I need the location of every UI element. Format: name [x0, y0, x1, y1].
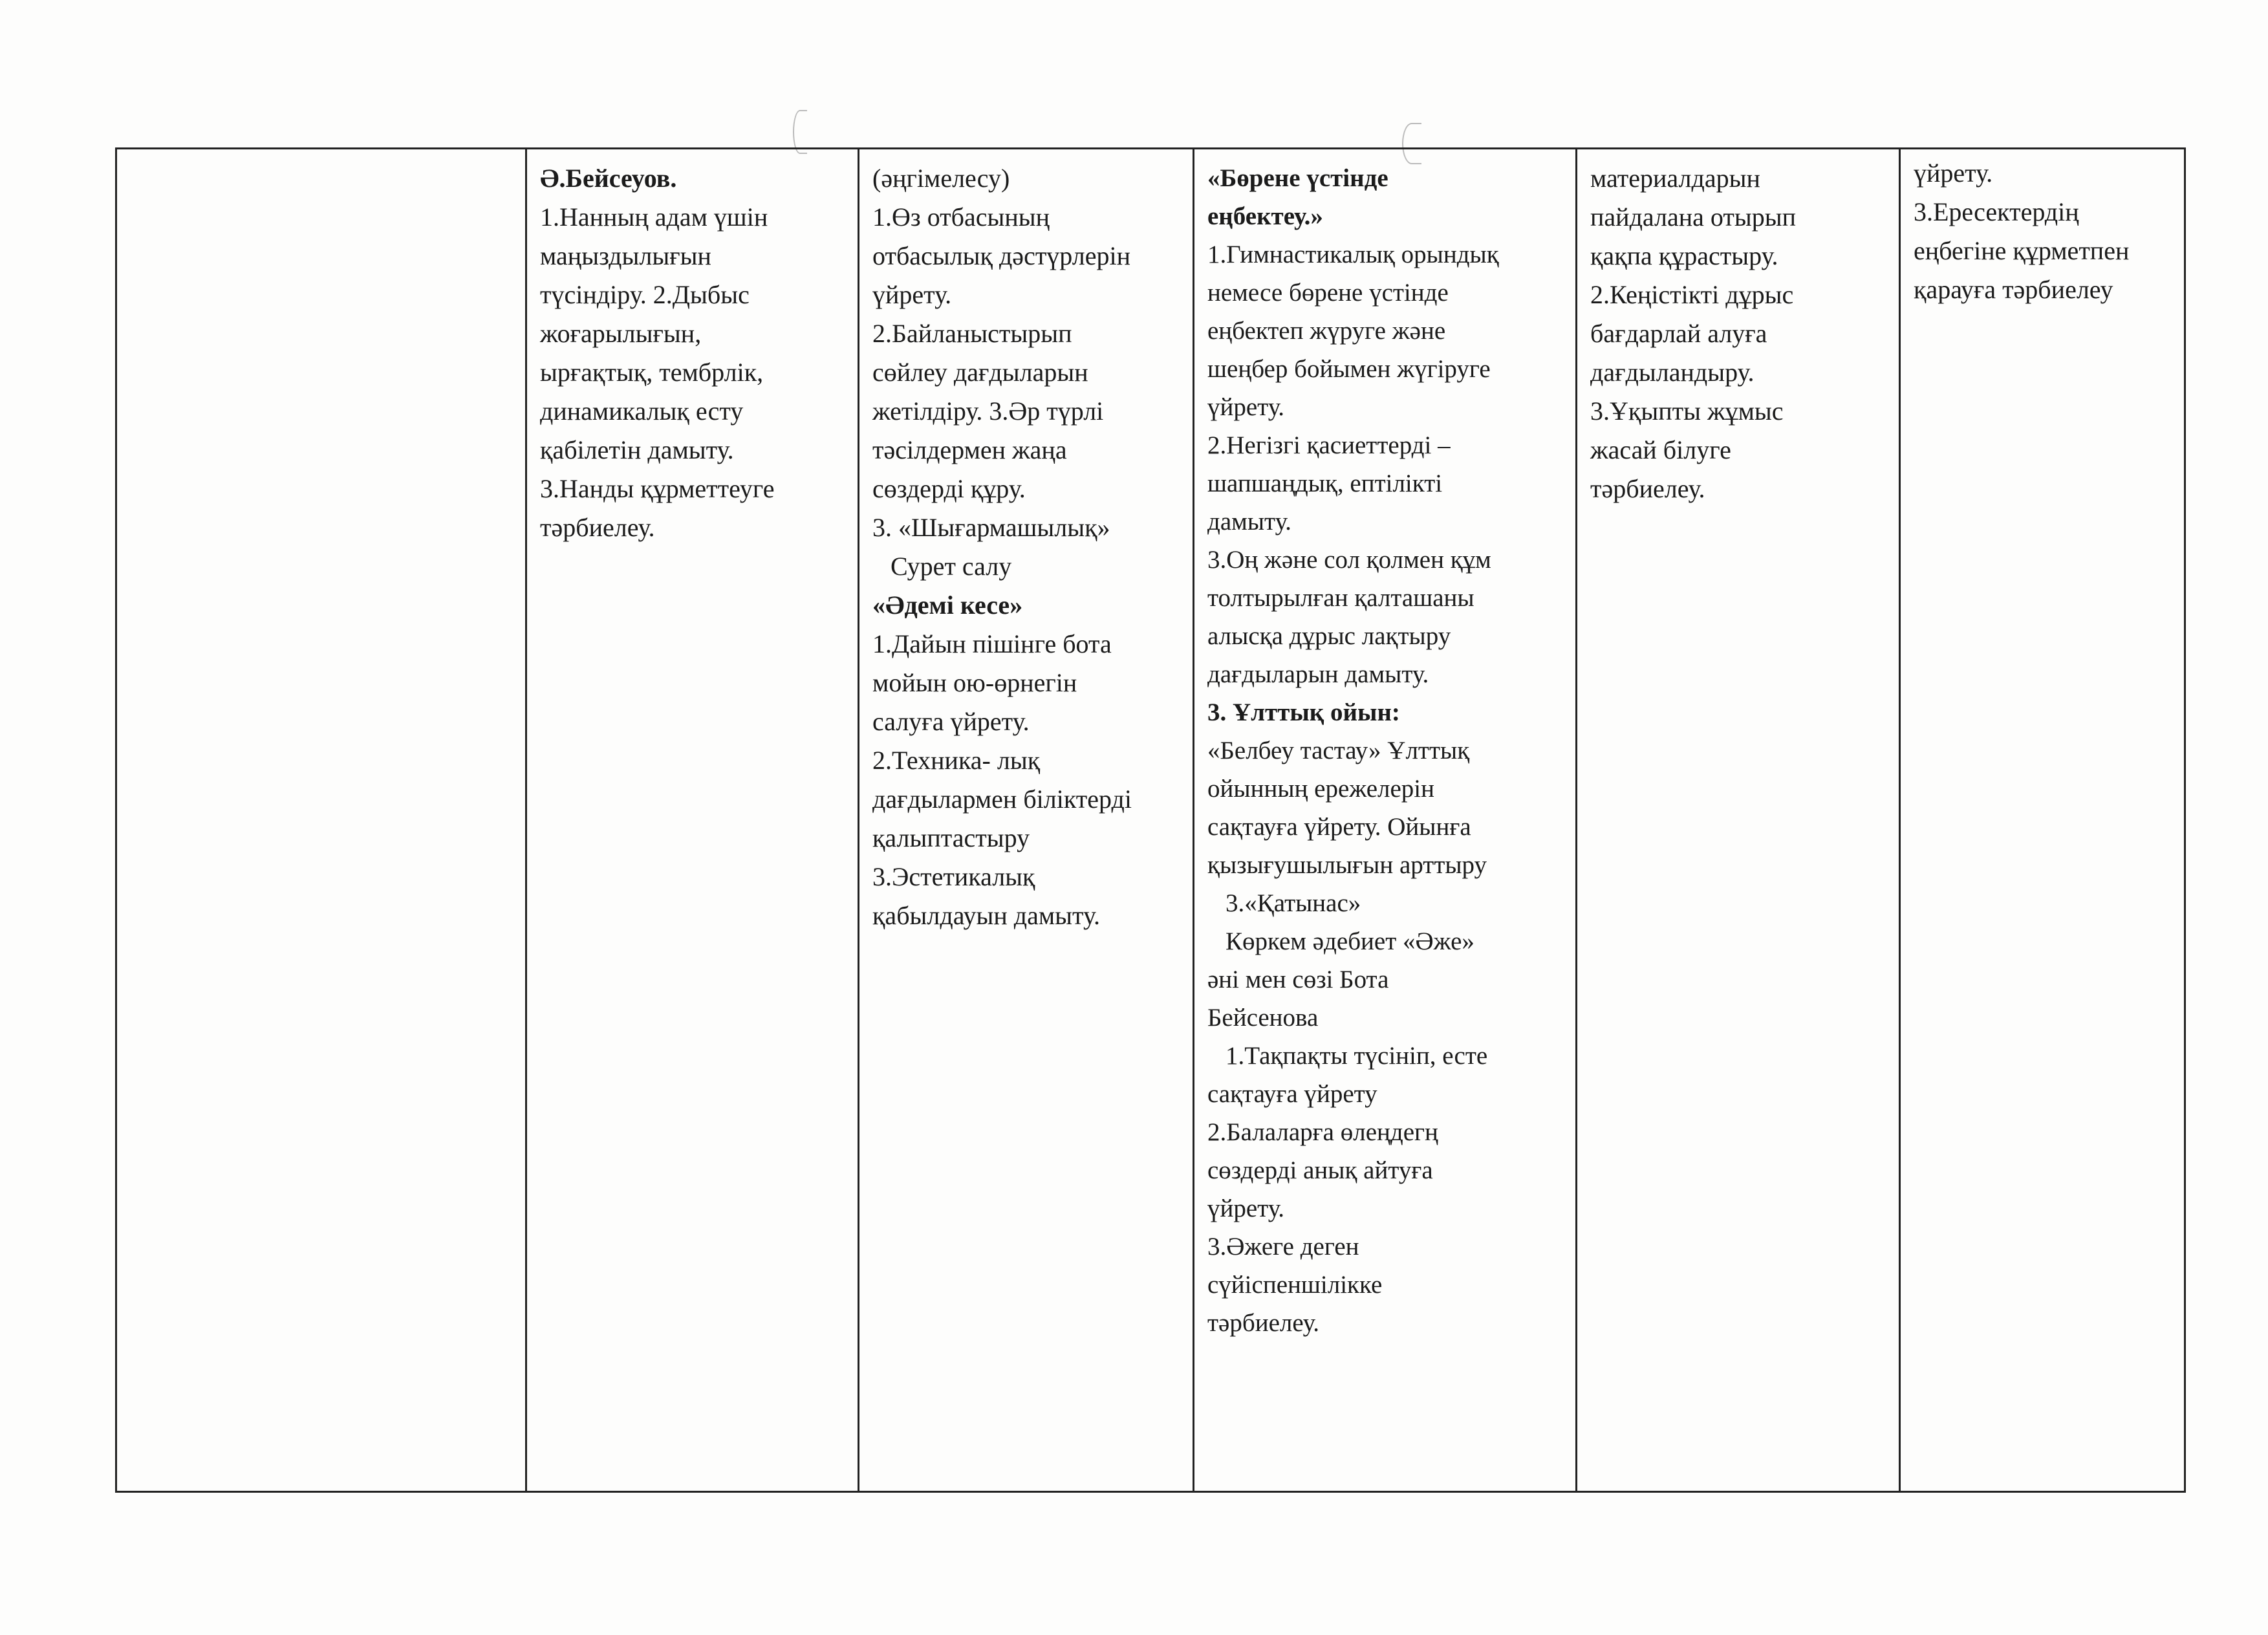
cell-text-line: сақтауға үйрету: [1207, 1080, 1377, 1108]
cell-text-line: қалыптастыру: [872, 823, 1030, 852]
cell-text-line: 2.Балаларға өлеңдегң: [1207, 1118, 1438, 1146]
cell-text-line: 3.Ұқыпты жұмыс: [1590, 396, 1784, 426]
cell-text-line: материалдарын: [1590, 164, 1760, 193]
cell-text-line: 1.Өз отбасының: [872, 202, 1050, 232]
cell-text-line: «Әдемі кесе»: [872, 590, 1023, 620]
cell-text-line: 1.Гимнастикалық орындық: [1207, 241, 1499, 268]
cell-text-line: 2.Байланыстырып: [872, 319, 1072, 348]
cell-text-line: 2.Техника- лық: [872, 746, 1041, 775]
cell-text-line: үйрету.: [1207, 1195, 1285, 1222]
cell-text-line: 3.Нанды құрметтеуге: [540, 474, 775, 503]
cell-text-line: 3. Ұлттық ойын:: [1207, 698, 1400, 726]
cell-text-line: 1.Нанның адам үшін: [540, 202, 768, 232]
cell-text-line: пайдалана отырып: [1590, 202, 1797, 232]
cell-text-line: сөздерді анық айтуға: [1207, 1156, 1433, 1184]
cell-text-line: қабілетін дамыту.: [540, 435, 734, 464]
table-cell-construction: [1575, 147, 1899, 1493]
table-cell-respect-adults: [1899, 147, 2186, 1493]
cell-text-line: 3.Әжеге деген: [1207, 1233, 1359, 1261]
cell-text-line: жоғарылығын,: [540, 319, 702, 348]
cell-text-line: еңбектеп жүруге және: [1207, 317, 1446, 345]
cell-text-line: алысқа дұрыс лақтыру: [1207, 622, 1451, 650]
cell-text-line: тәрбиелеу.: [540, 513, 655, 542]
table-cell-physical-activity: [1193, 147, 1575, 1493]
cell-text-line: тәрбиелеу.: [1207, 1309, 1320, 1337]
cell-text-line: шапшаңдық, ептілікті: [1207, 470, 1443, 497]
cell-text-line: дағдылармен біліктерді: [872, 785, 1132, 814]
cell-text-line: үйрету.: [1207, 393, 1285, 421]
cell-text-line: 2.Кеңістікті дұрыс: [1590, 280, 1794, 309]
cell-text-line: үйрету.: [1914, 158, 1993, 188]
cell-text-line: Сурет салу: [891, 552, 1012, 581]
cell-text-line: «Белбеу тастау» Ұлттық: [1207, 737, 1470, 764]
cell-text-line: сөйлеу дағдыларын: [872, 358, 1088, 387]
cell-text-line: жетілдіру. 3.Әр түрлі: [872, 396, 1104, 426]
cell-text-line: динамикалық есту: [540, 396, 744, 426]
table-cell-bread-lesson: [525, 147, 858, 1493]
cell-text-line: отбасылық дәстүрлерін: [872, 241, 1131, 270]
cell-text-line: Көркем әдебиет «Әже»: [1226, 927, 1474, 955]
cell-text-line: немесе бөрене үстінде: [1207, 279, 1449, 307]
cell-text-line: сүйіспеншілікке: [1207, 1271, 1383, 1299]
cell-text-line: сақтауға үйрету. Ойынға: [1207, 813, 1471, 841]
cell-text-line: еңбегіне құрметпен: [1914, 236, 2130, 265]
cell-text-line: сөздерді құру.: [872, 474, 1026, 503]
cell-text-line: мойын ою-өрнегін: [872, 668, 1077, 697]
cell-text-line: 3.Ересектердің: [1914, 197, 2079, 226]
cell-text-line: бағдарлай алуға: [1590, 319, 1767, 348]
cell-text-line: қабылдауын дамыту.: [872, 901, 1100, 930]
cell-text-line: қызығушылығын арттыру: [1207, 851, 1487, 879]
cell-text-line: жасай білуге: [1590, 435, 1731, 464]
cell-text-line: 3. «Шығармашылық»: [872, 513, 1110, 542]
cell-text-line: толтырылған қалташаны: [1207, 584, 1474, 612]
cell-text-line: маңыздылығын: [540, 241, 711, 270]
cell-text-line: үйрету.: [872, 280, 952, 309]
cell-text-line: 3.Оң және сол қолмен құм: [1207, 546, 1491, 574]
cell-text-line: ырғақтық, тембрлік,: [540, 358, 764, 387]
cell-text-line: 1.Тақпақты түсініп, есте: [1226, 1042, 1488, 1070]
cell-text-line: 1.Дайын пішінге бота: [872, 629, 1112, 658]
cell-text-line: дамыту.: [1207, 508, 1291, 536]
cell-text-line: Ә.Бейсеуов.: [540, 164, 677, 193]
cell-text-line: 2.Негізгі қасиеттерді –: [1207, 431, 1451, 459]
cell-text-line: дағдыларын дамыту.: [1207, 660, 1429, 688]
cell-text-line: еңбектеу.»: [1207, 202, 1323, 230]
table-cell-family-traditions: [858, 147, 1193, 1493]
cell-text-line: (әңгімелесу): [872, 164, 1010, 193]
table-cell-empty: [115, 147, 525, 1493]
cell-text-line: салуға үйрету.: [872, 707, 1030, 736]
cell-text-line: Бейсенова: [1207, 1004, 1319, 1032]
cell-text-line: тәрбиелеу.: [1590, 474, 1705, 503]
cell-text-line: 3.«Қатынас»: [1226, 889, 1361, 917]
cell-text-line: әні мен сөзі Бота: [1207, 966, 1389, 993]
cell-text-line: қарауға тәрбиелеу: [1914, 275, 2113, 304]
cell-text-line: түсіндіру. 2.Дыбыс: [540, 280, 750, 309]
lesson-plan-table: [115, 147, 2186, 1493]
cell-text-line: ойынның ережелерін: [1207, 775, 1434, 803]
cell-text-line: шеңбер бойымен жүгіруге: [1207, 355, 1491, 383]
cell-text-line: 3.Эстетикалық: [872, 862, 1035, 891]
cell-text-line: қақпа құрастыру.: [1590, 241, 1778, 270]
cell-text-line: «Бөрене үстінде: [1207, 164, 1388, 192]
cell-text-line: тәсілдермен жаңа: [872, 435, 1067, 464]
cell-text-line: дағдыландыру.: [1590, 358, 1755, 387]
